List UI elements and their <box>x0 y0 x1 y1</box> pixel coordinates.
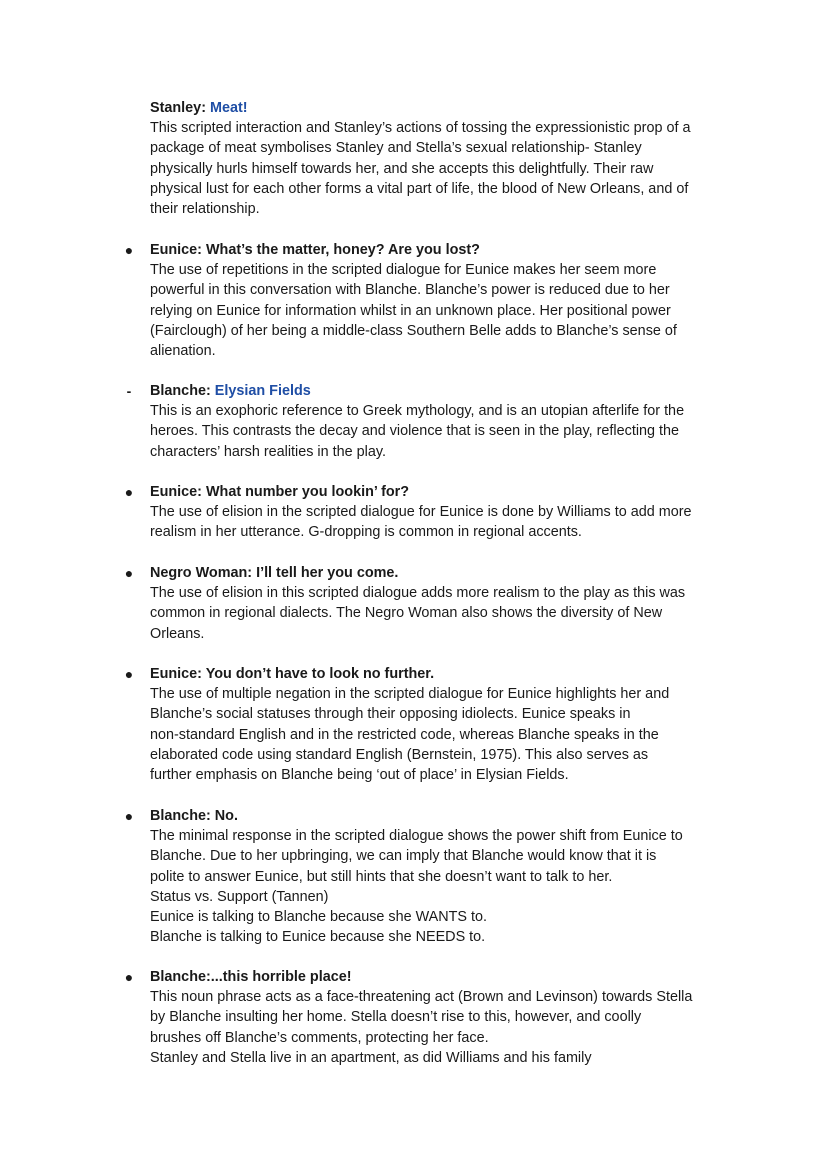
bullet-marker: ● <box>124 484 134 500</box>
bullet-marker: ● <box>124 666 134 682</box>
body-line: This is an exophoric reference to Greek mythology, and is an utopian afterlife for the <box>150 403 685 420</box>
entry-eunice-lost <box>150 240 750 361</box>
body-line: polite to answer Eunice, but still hints that she doesn’t want to talk to her. <box>150 868 613 885</box>
speaker-label: Stanley: <box>150 100 206 116</box>
entry-blanche-no <box>150 806 750 947</box>
body-line: their relationship. <box>150 201 260 218</box>
body-line: alienation. <box>150 343 216 360</box>
body-line: (Fairclough) of her being a middle-class Southern Belle adds to Blanche’s sense of <box>150 322 677 339</box>
entry-heading: Blanche: No. <box>150 808 238 824</box>
entry-heading: Eunice: What number you lookin’ for? <box>150 484 410 500</box>
body-line: relying on Eunice for information whilst in an unknown place. Her positional power <box>150 302 671 319</box>
entry-eunice-no-further <box>150 664 750 785</box>
quote-text: Elysian Fields <box>214 383 311 399</box>
body-line: non-standard English and in the restricted code, whereas Blanche speaks in the <box>150 726 659 743</box>
body-line: by Blanche insulting her home. Stella doesn’t rise to this, however, and coolly <box>150 1009 642 1026</box>
entry-heading: Eunice: You don’t have to look no further. <box>150 666 435 682</box>
body-line: Blanche. Due to her upbringing, we can imply that Blanche would know that it is <box>150 848 657 865</box>
body-line: realism in her utterance. G-dropping is common in regional accents. <box>150 524 582 541</box>
entry-eunice-number <box>150 482 750 543</box>
entry-blanche-horrible-place <box>150 967 750 1068</box>
body-line: Status vs. Support (Tannen) <box>150 888 329 905</box>
body-line: Blanche is talking to Eunice because she NEEDS to. <box>150 929 486 946</box>
entry-negro-woman <box>150 563 750 644</box>
quote-text: Meat! <box>209 100 248 116</box>
entry-heading <box>150 381 750 401</box>
bullet-marker: ● <box>124 808 134 824</box>
body-line: This noun phrase acts as a face-threatening act (Brown and Levinson) towards Stella <box>150 989 693 1006</box>
body-line: The use of repetitions in the scripted dialogue for Eunice makes her seem more <box>150 262 657 279</box>
body-line: Stanley and Stella live in an apartment, as did Williams and his family <box>150 1049 592 1066</box>
body-line: Orleans. <box>150 625 205 642</box>
body-line: powerful in this conversation with Blanche. Blanche’s power is reduced due to her <box>150 282 670 299</box>
dash-marker: - <box>126 383 132 399</box>
body-line: brushes off Blanche’s comments, protecting her face. <box>150 1029 489 1046</box>
entry-heading: Eunice: What’s the matter, honey? Are you lost? <box>150 242 480 258</box>
bullet-marker: ● <box>124 242 134 258</box>
body-line: package of meat symbolises Stanley and Stella’s sexual relationship- Stanley <box>150 140 642 157</box>
body-line: This scripted interaction and Stanley’s actions of tossing the expressionistic prop of a <box>150 120 691 137</box>
body-line: heroes. This contrasts the decay and violence that is seen in the play, reflecting the <box>150 423 680 440</box>
bullet-marker: ● <box>124 969 134 985</box>
body-line: The use of multiple negation in the scripted dialogue for Eunice highlights her and <box>150 686 670 703</box>
speaker-label: Blanche: <box>150 383 211 399</box>
body-line: The use of elision in the scripted dialogue for Eunice is done by Williams to add more <box>150 504 692 521</box>
bullet-marker: ● <box>124 565 134 581</box>
body-line: The minimal response in the scripted dialogue shows the power shift from Eunice to <box>150 828 683 845</box>
body-line: Blanche’s social statuses through their opposing idiolects. Eunice speaks in <box>150 706 631 723</box>
body-line: further emphasis on Blanche being ‘out of place’ in Elysian Fields. <box>150 767 569 784</box>
body-line: common in regional dialects. The Negro Woman also shows the diversity of New <box>150 605 663 622</box>
body-line: physically hurls himself towards her, and she accepts this delightfully. Their raw <box>150 160 654 177</box>
entry-heading: Negro Woman: I’ll tell her you come. <box>150 565 399 581</box>
body-line: characters’ harsh realities in the play. <box>150 443 386 460</box>
body-line: elaborated code using standard English (Bernstein, 1975). This also serves as <box>150 746 649 763</box>
entry-heading: Blanche:...this horrible place! <box>150 969 352 985</box>
body-line: physical lust for each other forms a vital part of life, the blood of New Orleans, and of <box>150 180 689 197</box>
body-line: Eunice is talking to Blanche because she WANTS to. <box>150 909 488 926</box>
entry-stanley-meat <box>150 98 750 219</box>
body-line: The use of elision in this scripted dialogue adds more realism to the play as this was <box>150 585 686 602</box>
entry-blanche-elysian-fields <box>150 381 750 462</box>
entry-heading <box>150 98 750 118</box>
